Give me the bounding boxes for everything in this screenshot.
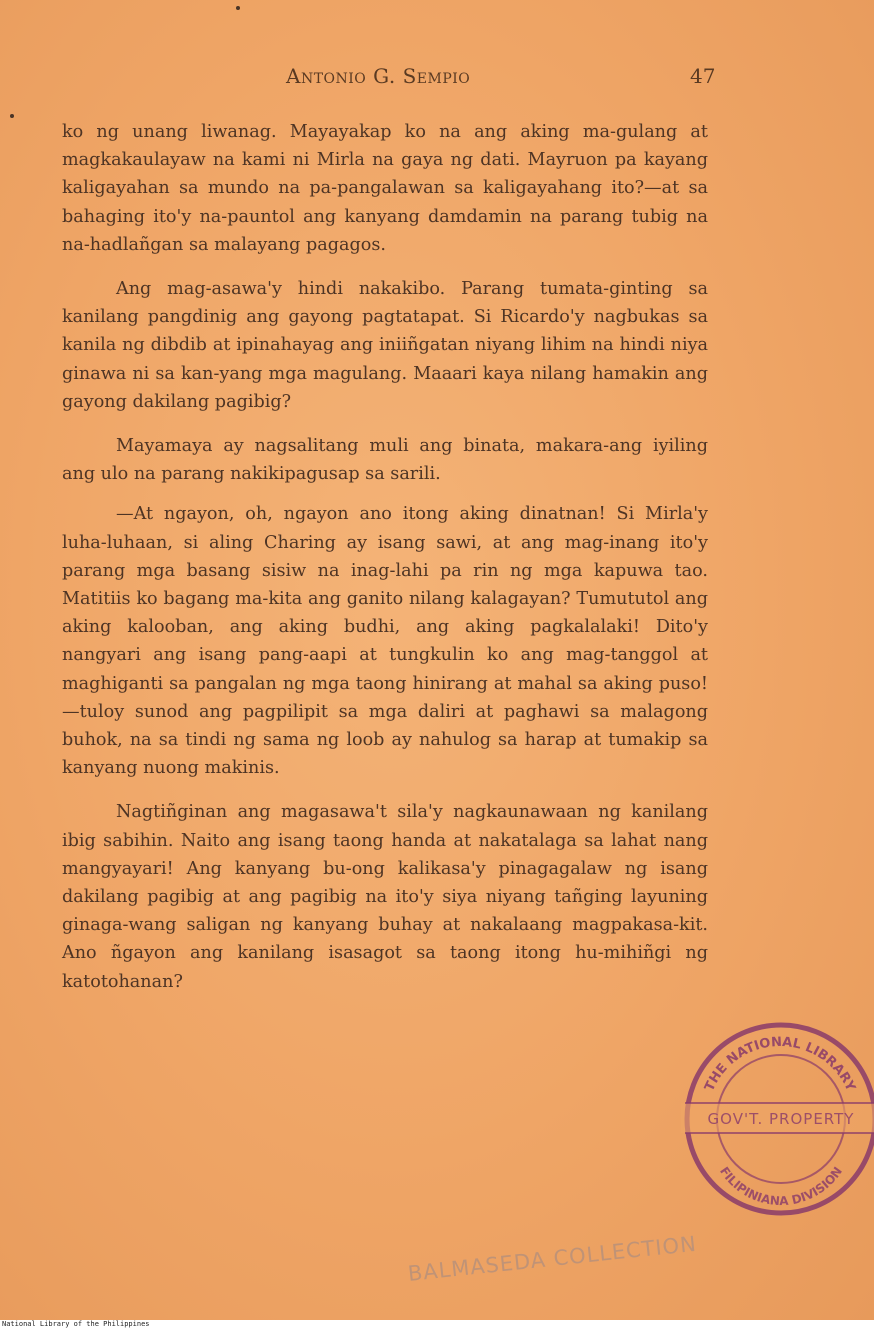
page-header [0,64,874,94]
paragraph-4: —At ngayon, oh, ngayon ano itong aking dinatnan! Si Mirla'y luha-luhaan, si aling Charing ay isang sawi, at ang mag-inang ito'y parang mga basang sisiw na inag-lahi pa rin ng mga kapuwa tao. Matitiis ko bagang ma-kita ang ganito nilang kalagayan? Tumututol ang aking kalooban, ang aking budhi, ang aking pagkalalaki! Dito'y nangyari ang isang pang-aapi at tungkulin ko ang mag-tanggol at maghiganti sa pangalan ng mga taong hinirang at mahal sa aking puso!—tuloy sunod ang pagpilipit sa mga daliri at paghawi sa malagong buhok, na sa tindi ng sama ng loob ay nahulog sa harap at tumakip sa kanyang nuong makinis. [62,504,708,779]
paragraph-3: Mayamaya ay nagsalitang muli ang binata, makara-ang iyiling ang ulo na parang nakikipagusap sa sarili. [62,436,708,485]
ink-speck [10,114,14,118]
paragraph-1: ko ng unang liwanag. Mayayakap ko na ang aking ma-gulang at magkakaulayaw na kami ni Mirla na gaya ng dati. Mayruon pa kayang kaligayahan sa mundo na pa-pangalawan sa kaligayahang ito?—at sa bahaging ito'y na-pauntol ang kanyang damdamin na parang tubig na na-hadlañgan sa malayang pagagos. [62,122,708,255]
page-number: 47 [690,64,716,88]
stamp-lower-text: FILIPINIANA DIVISION [716,1164,846,1209]
paragraph-2: Ang mag-asawa'y hindi nakakibo. Parang tumata-ginting sa kanilang pangdinig ang gayong pagtatapat. Si Ricardo'y nagbukas sa kanila ng dibdib at ipinahayag ang iniiñgatan niyang lihim na hindi niya ginawa ni sa kan-yang mga magulang. Maaari kaya nilang hamakin ang gayong dakilang pagibig? [62,279,708,412]
stamp-band-text: GOV'T. PROPERTY [707,1110,855,1128]
footer-credit: National Library of the Philippines [2,1320,150,1328]
running-head: Antonio G. Sempio [286,64,471,88]
national-library-stamp [677,1015,874,1223]
collection-stamp: BALMASEDA COLLECTION [406,1231,698,1286]
ink-speck [236,6,240,10]
paragraph-5: Nagtiñginan ang magasawa't sila'y nagkaunawaan ng kanilang ibig sabihin. Naito ang isang taong handa at nakatalaga sa lahat nang mangyayari! Ang kanyang bu-ong kalikasa'y pinagagalaw ng isang dakilang pagibig at ang pagibig na ito'y siya niyang tañging layuning ginaga-wang saligan ng kanyang buhay at nakalaang magpakasa-kit. Ano ñgayon ang kanilang isasagot sa taong itong hu-mihiñgi ng katotohanan? [62,802,708,992]
stamp-ring-text: THE NATIONAL LIBRARY [702,1034,858,1094]
body-text [62,118,708,1012]
